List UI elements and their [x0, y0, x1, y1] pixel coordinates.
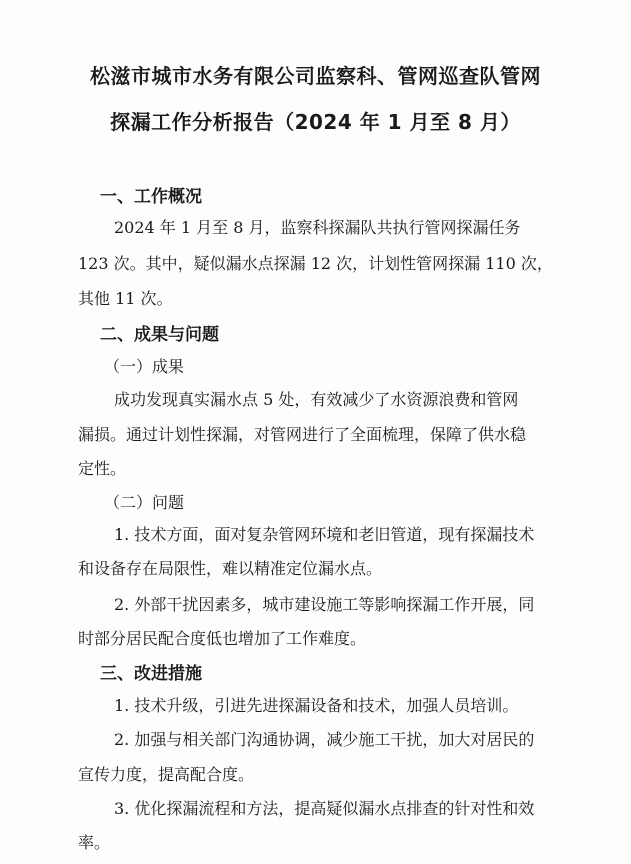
measure-item-line: 3. 优化探漏流程和方法，提高疑似漏水点排查的针对性和效 [114, 799, 535, 818]
subheading-problems: （二）问题 [104, 493, 185, 512]
document-title-line-1: 松滋市城市水务有限公司监察科、管网巡查队管网 [90, 64, 541, 88]
measure-item-line: 率。 [78, 833, 111, 852]
achievements-paragraph-line: 成功发现真实漏水点 5 处，有效减少了水资源浪费和管网 [114, 390, 519, 409]
overview-paragraph-line: 其他 11 次。 [78, 289, 173, 308]
measure-item-line: 宣传力度，提高配合度。 [78, 765, 255, 784]
problem-item-line: 时部分居民配合度低也增加了工作难度。 [78, 629, 367, 648]
subheading-achievements: （一）成果 [104, 357, 185, 376]
achievements-paragraph-line: 漏损。通过计划性探漏，对管网进行了全面梳理，保障了供水稳 [78, 425, 527, 444]
problem-item-line: 1. 技术方面，面对复杂管网环境和老旧管道，现有探漏技术 [114, 525, 535, 544]
section-heading-overview: 一、工作概况 [100, 187, 202, 207]
document-title-line-2: 探漏工作分析报告（2024 年 1 月至 8 月） [110, 110, 521, 134]
problem-item-line: 和设备存在局限性，难以精准定位漏水点。 [78, 559, 383, 578]
problem-item-line: 2. 外部干扰因素多，城市建设施工等影响探漏工作开展，同 [114, 595, 535, 614]
measure-item-line: 1. 技术升级，引进先进探漏设备和技术，加强人员培训。 [114, 696, 519, 715]
measure-item-line: 2. 加强与相关部门沟通协调，减少施工干扰，加大对居民的 [114, 730, 535, 749]
section-heading-measures: 三、改进措施 [100, 664, 202, 684]
overview-paragraph-line: 123 次。其中，疑似漏水点探漏 12 次，计划性管网探漏 110 次， [78, 254, 553, 273]
section-heading-results: 二、成果与问题 [100, 325, 219, 345]
achievements-paragraph-line: 定性。 [78, 459, 127, 478]
overview-paragraph-line: 2024 年 1 月至 8 月，监察科探漏队共执行管网探漏任务 [114, 218, 521, 237]
